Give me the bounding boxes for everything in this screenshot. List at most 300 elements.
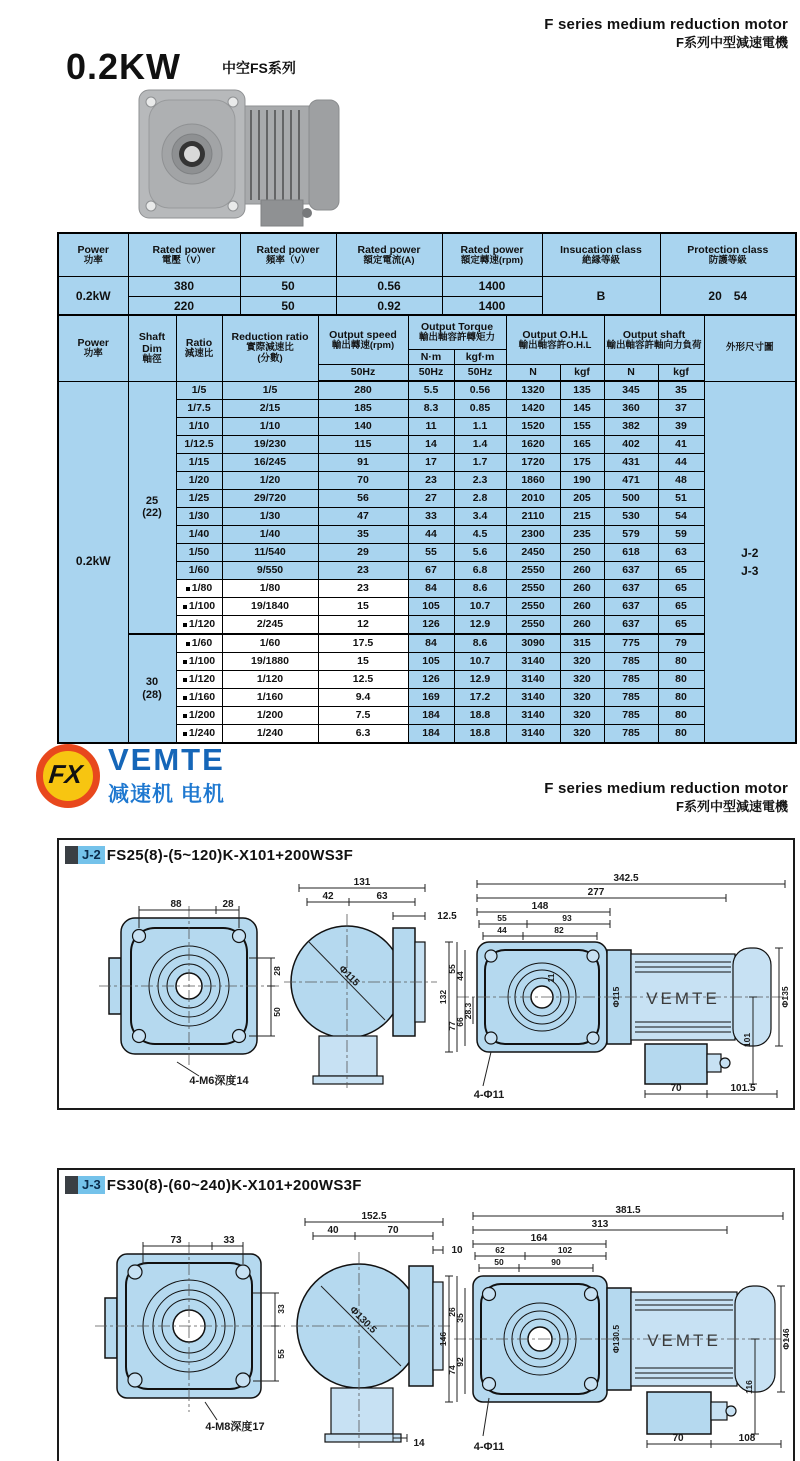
shaft-n-cell: 637 bbox=[604, 616, 658, 635]
ohl-n-cell: 3140 bbox=[506, 707, 560, 725]
ratio-cell: 1/20 bbox=[176, 472, 222, 490]
spec-header-protection: Protection class 防護等級 bbox=[660, 233, 796, 277]
torque-nm-cell: 33 bbox=[408, 508, 454, 526]
reduction-ratio-cell: 1/10 bbox=[222, 418, 318, 436]
shaft-n-cell: 471 bbox=[604, 472, 658, 490]
torque-nm-cell: 5.5 bbox=[408, 381, 454, 400]
j3-front-view bbox=[95, 1235, 286, 1433]
spec-frequency-2: 50 bbox=[240, 297, 336, 318]
torque-kgfm-cell: 1.4 bbox=[454, 436, 506, 454]
shaft-n-cell: 785 bbox=[604, 725, 658, 744]
ohl-kgf-cell: 315 bbox=[560, 634, 604, 653]
svg-text:313: 313 bbox=[591, 1219, 609, 1230]
shaft-n-cell: 785 bbox=[604, 671, 658, 689]
ohl-kgf-cell: 260 bbox=[560, 580, 604, 598]
svg-text:35: 35 bbox=[455, 1313, 465, 1323]
shaft-kgf-cell: 41 bbox=[658, 436, 704, 454]
reduction-ratio-cell: 16/245 bbox=[222, 454, 318, 472]
torque-kgfm-cell: 1.7 bbox=[454, 454, 506, 472]
brand-name: VEMTE bbox=[108, 742, 225, 777]
torque-nm-cell: 27 bbox=[408, 490, 454, 508]
torque-kgfm-cell: 5.6 bbox=[454, 544, 506, 562]
shaft-kgf-cell: 59 bbox=[658, 526, 704, 544]
output-speed-cell: 185 bbox=[318, 400, 408, 418]
reduction-ratio-cell: 1/60 bbox=[222, 634, 318, 653]
svg-text:Φ146: Φ146 bbox=[781, 1328, 791, 1350]
freq-kgfm: 50Hz bbox=[454, 365, 506, 382]
ohl-n-cell: 2550 bbox=[506, 562, 560, 580]
shaft-n-cell: 775 bbox=[604, 634, 658, 653]
svg-text:82: 82 bbox=[554, 925, 564, 935]
title-square-icon bbox=[65, 1176, 78, 1194]
svg-text:26: 26 bbox=[447, 1307, 457, 1317]
shaft-kgf-cell: 48 bbox=[658, 472, 704, 490]
output-speed-cell: 15 bbox=[318, 653, 408, 671]
svg-text:4-M6深度14: 4-M6深度14 bbox=[189, 1075, 249, 1087]
ohl-kgf-cell: 320 bbox=[560, 689, 604, 707]
svg-text:28: 28 bbox=[272, 966, 282, 976]
ohl-kgf-cell: 320 bbox=[560, 671, 604, 689]
output-speed-cell: 12.5 bbox=[318, 671, 408, 689]
torque-kgfm-cell: 8.6 bbox=[454, 580, 506, 598]
svg-text:Φ115: Φ115 bbox=[611, 986, 621, 1008]
rated-spec-table bbox=[57, 232, 797, 318]
ratio-cell: 1/80 bbox=[176, 580, 222, 598]
spec-power-value: 0.2kW bbox=[58, 277, 128, 318]
vemte-logo-badge bbox=[36, 744, 100, 808]
freq-speed: 50Hz bbox=[318, 365, 408, 382]
drawing-box-j3 bbox=[57, 1168, 795, 1461]
output-speed-cell: 47 bbox=[318, 508, 408, 526]
shaft-kgf-cell: 80 bbox=[658, 707, 704, 725]
ohl-kgf-cell: 260 bbox=[560, 616, 604, 635]
svg-text:131: 131 bbox=[353, 877, 371, 888]
torque-kgfm-cell: 4.5 bbox=[454, 526, 506, 544]
unit-kgfm: kgf·m bbox=[454, 350, 506, 365]
perf-header-shaft-dim: Shaft Dim 軸徑 bbox=[128, 315, 176, 381]
output-speed-cell: 23 bbox=[318, 562, 408, 580]
shaft-n-cell: 402 bbox=[604, 436, 658, 454]
svg-text:116: 116 bbox=[744, 1380, 754, 1394]
svg-text:342.5: 342.5 bbox=[613, 873, 639, 884]
ohl-n-cell: 2010 bbox=[506, 490, 560, 508]
shaft-kgf-cell: 80 bbox=[658, 689, 704, 707]
perf-header-output-torque: Output Torque 輸出軸容許轉矩力 bbox=[408, 315, 506, 350]
drawing-box-j2 bbox=[57, 838, 795, 1110]
header-title-zh: F系列中型減速電機 bbox=[676, 34, 788, 50]
ohl-kgf-cell: 175 bbox=[560, 454, 604, 472]
ratio-cell: 1/10 bbox=[176, 418, 222, 436]
ratio-cell: 1/15 bbox=[176, 454, 222, 472]
svg-text:101: 101 bbox=[742, 1032, 752, 1048]
freq-nm: 50Hz bbox=[408, 365, 454, 382]
svg-text:132: 132 bbox=[438, 989, 448, 1005]
reduction-ratio-cell: 1/40 bbox=[222, 526, 318, 544]
shaft-kgf-cell: 79 bbox=[658, 634, 704, 653]
footnote-marker-icon bbox=[183, 605, 187, 609]
performance-table bbox=[57, 314, 797, 744]
shaft-kgf-cell: 65 bbox=[658, 616, 704, 635]
ohl-kgf-cell: 190 bbox=[560, 472, 604, 490]
reduction-ratio-cell: 19/1840 bbox=[222, 598, 318, 616]
svg-text:VEMTE: VEMTE bbox=[647, 1331, 721, 1350]
shaft-kgf-cell: 65 bbox=[658, 598, 704, 616]
shaft-n-cell: 785 bbox=[604, 707, 658, 725]
svg-text:Φ135: Φ135 bbox=[780, 986, 790, 1008]
footnote-marker-icon bbox=[183, 714, 187, 718]
footnote-marker-icon bbox=[183, 660, 187, 664]
page-header bbox=[544, 16, 788, 51]
unit-shaft-n: N bbox=[604, 365, 658, 382]
unit-shaft-kgf: kgf bbox=[658, 365, 704, 382]
shaft-n-cell: 637 bbox=[604, 598, 658, 616]
shaft-n-cell: 785 bbox=[604, 653, 658, 671]
shaft-kgf-cell: 80 bbox=[658, 725, 704, 744]
torque-kgfm-cell: 0.56 bbox=[454, 381, 506, 400]
shaft-kgf-cell: 44 bbox=[658, 454, 704, 472]
svg-text:70: 70 bbox=[387, 1225, 399, 1236]
shaft-kgf-cell: 65 bbox=[658, 562, 704, 580]
logo-monogram: FX bbox=[47, 759, 84, 789]
footnote-marker-icon bbox=[183, 623, 187, 627]
shaft-kgf-cell: 80 bbox=[658, 653, 704, 671]
reduction-ratio-cell: 19/230 bbox=[222, 436, 318, 454]
svg-text:4-Φ11: 4-Φ11 bbox=[473, 1441, 505, 1453]
ratio-cell: 1/60 bbox=[176, 562, 222, 580]
svg-text:77: 77 bbox=[447, 1021, 457, 1031]
perf-header-ratio: Ratio 減速比 bbox=[176, 315, 222, 381]
power-rating-title: 0.2KW bbox=[66, 46, 182, 87]
shaft-kgf-cell: 65 bbox=[658, 580, 704, 598]
j2-front-view bbox=[99, 899, 282, 1087]
svg-text:90: 90 bbox=[551, 1257, 561, 1267]
ohl-n-cell: 2450 bbox=[506, 544, 560, 562]
ohl-n-cell: 1860 bbox=[506, 472, 560, 490]
output-speed-cell: 91 bbox=[318, 454, 408, 472]
svg-text:44: 44 bbox=[455, 971, 465, 981]
svg-text:Φ130.5: Φ130.5 bbox=[611, 1324, 621, 1354]
reduction-ratio-cell: 1/200 bbox=[222, 707, 318, 725]
ohl-kgf-cell: 215 bbox=[560, 508, 604, 526]
torque-nm-cell: 105 bbox=[408, 598, 454, 616]
ohl-n-cell: 1420 bbox=[506, 400, 560, 418]
shaft-kgf-cell: 63 bbox=[658, 544, 704, 562]
perf-header-reduction: Reduction ratio 實際減速比 (分數) bbox=[222, 315, 318, 381]
j3-dimension-drawing bbox=[59, 1202, 793, 1457]
output-speed-cell: 70 bbox=[318, 472, 408, 490]
shaft-n-cell: 579 bbox=[604, 526, 658, 544]
svg-text:62: 62 bbox=[495, 1245, 505, 1255]
spec-frequency-1: 50 bbox=[240, 277, 336, 297]
torque-kgfm-cell: 12.9 bbox=[454, 671, 506, 689]
section-header bbox=[544, 780, 788, 815]
spec-speed-2: 1400 bbox=[442, 297, 542, 318]
perf-header-output-shaft: Output shaft 輸出軸容許軸向力負荷 bbox=[604, 315, 704, 365]
torque-kgfm-cell: 10.7 bbox=[454, 653, 506, 671]
svg-text:28.3: 28.3 bbox=[463, 1002, 473, 1020]
ohl-kgf-cell: 235 bbox=[560, 526, 604, 544]
ohl-n-cell: 1720 bbox=[506, 454, 560, 472]
unit-ohl-kgf: kgf bbox=[560, 365, 604, 382]
svg-text:101.5: 101.5 bbox=[730, 1083, 756, 1094]
ohl-kgf-cell: 155 bbox=[560, 418, 604, 436]
torque-nm-cell: 8.3 bbox=[408, 400, 454, 418]
product-photo bbox=[133, 80, 345, 232]
svg-text:55: 55 bbox=[497, 913, 507, 923]
svg-text:63: 63 bbox=[376, 891, 388, 902]
svg-text:152.5: 152.5 bbox=[361, 1211, 387, 1222]
torque-kgfm-cell: 3.4 bbox=[454, 508, 506, 526]
output-speed-cell: 23 bbox=[318, 580, 408, 598]
svg-text:4-Φ11: 4-Φ11 bbox=[473, 1089, 505, 1101]
svg-text:44: 44 bbox=[497, 925, 507, 935]
ratio-cell: 1/240 bbox=[176, 725, 222, 744]
svg-text:33: 33 bbox=[223, 1235, 235, 1246]
shaft-n-cell: 637 bbox=[604, 562, 658, 580]
ohl-n-cell: 1520 bbox=[506, 418, 560, 436]
ohl-kgf-cell: 135 bbox=[560, 381, 604, 400]
ohl-kgf-cell: 145 bbox=[560, 400, 604, 418]
torque-kgfm-cell: 17.2 bbox=[454, 689, 506, 707]
svg-text:164: 164 bbox=[530, 1233, 548, 1244]
output-speed-cell: 15 bbox=[318, 598, 408, 616]
shaft-dim-cell: 30 (28) bbox=[128, 634, 176, 743]
ohl-kgf-cell: 250 bbox=[560, 544, 604, 562]
spec-current-1: 0.56 bbox=[336, 277, 442, 297]
svg-text:93: 93 bbox=[562, 913, 572, 923]
torque-kgfm-cell: 1.1 bbox=[454, 418, 506, 436]
torque-nm-cell: 14 bbox=[408, 436, 454, 454]
svg-text:70: 70 bbox=[670, 1083, 682, 1094]
svg-text:33: 33 bbox=[276, 1304, 286, 1314]
svg-text:VEMTE: VEMTE bbox=[646, 989, 720, 1008]
ratio-cell: 1/5 bbox=[176, 381, 222, 400]
footnote-marker-icon bbox=[183, 732, 187, 736]
spec-header-frequency: Rated power 頻率（V） bbox=[240, 233, 336, 277]
spec-voltage-1: 380 bbox=[128, 277, 240, 297]
drawing-ref-cell: J-2 J-3 bbox=[704, 381, 796, 743]
output-speed-cell: 280 bbox=[318, 381, 408, 400]
svg-text:Φ115: Φ115 bbox=[336, 963, 362, 989]
svg-text:14: 14 bbox=[413, 1438, 425, 1449]
reduction-ratio-cell: 1/5 bbox=[222, 381, 318, 400]
power-cell: 0.2kW bbox=[58, 381, 128, 743]
reduction-ratio-cell: 11/540 bbox=[222, 544, 318, 562]
perf-header-output-speed: Output speed 輸出轉速(rpm) bbox=[318, 315, 408, 365]
ohl-n-cell: 2110 bbox=[506, 508, 560, 526]
torque-kgfm-cell: 10.7 bbox=[454, 598, 506, 616]
torque-nm-cell: 84 bbox=[408, 634, 454, 653]
svg-text:4-M8深度17: 4-M8深度17 bbox=[205, 1421, 265, 1433]
ohl-kgf-cell: 320 bbox=[560, 653, 604, 671]
reduction-ratio-cell: 1/120 bbox=[222, 671, 318, 689]
svg-text:28: 28 bbox=[222, 899, 234, 910]
torque-kgfm-cell: 2.3 bbox=[454, 472, 506, 490]
ohl-n-cell: 1320 bbox=[506, 381, 560, 400]
ohl-n-cell: 3140 bbox=[506, 671, 560, 689]
ohl-kgf-cell: 320 bbox=[560, 707, 604, 725]
section-header-zh: F系列中型減速電機 bbox=[676, 798, 788, 814]
spec-voltage-2: 220 bbox=[128, 297, 240, 318]
torque-nm-cell: 55 bbox=[408, 544, 454, 562]
table-row bbox=[58, 634, 796, 653]
reduction-ratio-cell: 2/245 bbox=[222, 616, 318, 635]
footnote-marker-icon bbox=[186, 642, 190, 646]
svg-text:55: 55 bbox=[447, 964, 457, 974]
drawing-j3-title-row bbox=[65, 1175, 362, 1195]
ohl-kgf-cell: 320 bbox=[560, 725, 604, 744]
spec-header-power: Power 功率 bbox=[58, 233, 128, 277]
output-speed-cell: 12 bbox=[318, 616, 408, 635]
brand-tagline: 减速机 电机 bbox=[108, 783, 225, 806]
shaft-n-cell: 500 bbox=[604, 490, 658, 508]
spec-header-speed: Rated power 額定轉速(rpm) bbox=[442, 233, 542, 277]
svg-text:55: 55 bbox=[276, 1349, 286, 1359]
torque-kgfm-cell: 12.9 bbox=[454, 616, 506, 635]
table-row bbox=[58, 381, 796, 400]
reduction-ratio-cell: 1/160 bbox=[222, 689, 318, 707]
j2-dimension-drawing bbox=[59, 870, 793, 1102]
torque-kgfm-cell: 18.8 bbox=[454, 707, 506, 725]
ohl-n-cell: 3140 bbox=[506, 689, 560, 707]
shaft-n-cell: 360 bbox=[604, 400, 658, 418]
torque-kgfm-cell: 6.8 bbox=[454, 562, 506, 580]
torque-kgfm-cell: 0.85 bbox=[454, 400, 506, 418]
svg-text:40: 40 bbox=[327, 1225, 339, 1236]
j3-assembly-view bbox=[438, 1205, 791, 1453]
unit-nm: N·m bbox=[408, 350, 454, 365]
reduction-ratio-cell: 29/720 bbox=[222, 490, 318, 508]
spec-header-insulation: Insucation class 絶縁等級 bbox=[542, 233, 660, 277]
footnote-marker-icon bbox=[183, 696, 187, 700]
shaft-kgf-cell: 51 bbox=[658, 490, 704, 508]
j2-side-view bbox=[284, 877, 457, 1088]
torque-nm-cell: 23 bbox=[408, 472, 454, 490]
ratio-cell: 1/25 bbox=[176, 490, 222, 508]
title-square-icon bbox=[65, 846, 78, 864]
drawing-j3-model: FS30(8)-(60~240)K-X101+200WS3F bbox=[106, 1176, 362, 1194]
svg-text:88: 88 bbox=[170, 899, 182, 910]
series-label: 中空FS系列 bbox=[222, 60, 296, 76]
ratio-cell: 1/40 bbox=[176, 526, 222, 544]
svg-text:11: 11 bbox=[546, 973, 556, 983]
ohl-kgf-cell: 260 bbox=[560, 562, 604, 580]
torque-nm-cell: 44 bbox=[408, 526, 454, 544]
spec-header-current: Rated power 額定電流(A) bbox=[336, 233, 442, 277]
svg-text:66: 66 bbox=[455, 1017, 465, 1027]
ratio-cell: 1/50 bbox=[176, 544, 222, 562]
svg-text:277: 277 bbox=[587, 887, 605, 898]
svg-text:50: 50 bbox=[272, 1007, 282, 1017]
output-speed-cell: 6.3 bbox=[318, 725, 408, 744]
reduction-ratio-cell: 1/240 bbox=[222, 725, 318, 744]
output-speed-cell: 115 bbox=[318, 436, 408, 454]
reduction-ratio-cell: 9/550 bbox=[222, 562, 318, 580]
torque-kgfm-cell: 18.8 bbox=[454, 725, 506, 744]
ratio-cell: 1/120 bbox=[176, 616, 222, 635]
shaft-n-cell: 431 bbox=[604, 454, 658, 472]
output-speed-cell: 17.5 bbox=[318, 634, 408, 653]
torque-kgfm-cell: 2.8 bbox=[454, 490, 506, 508]
drawing-j2-title-row bbox=[65, 845, 353, 865]
ohl-n-cell: 2550 bbox=[506, 580, 560, 598]
shaft-kgf-cell: 54 bbox=[658, 508, 704, 526]
shaft-n-cell: 618 bbox=[604, 544, 658, 562]
shaft-n-cell: 345 bbox=[604, 381, 658, 400]
drawing-j2-tag: J-2 bbox=[78, 846, 105, 864]
svg-text:102: 102 bbox=[557, 1245, 573, 1255]
torque-nm-cell: 169 bbox=[408, 689, 454, 707]
torque-nm-cell: 67 bbox=[408, 562, 454, 580]
reduction-ratio-cell: 1/20 bbox=[222, 472, 318, 490]
perf-header-ohl: Output O.H.L 輸出軸容許O.H.L bbox=[506, 315, 604, 365]
reduction-ratio-cell: 1/30 bbox=[222, 508, 318, 526]
svg-text:146: 146 bbox=[438, 1331, 448, 1347]
svg-text:42: 42 bbox=[322, 891, 334, 902]
svg-text:10: 10 bbox=[451, 1245, 463, 1256]
ratio-cell: 1/100 bbox=[176, 653, 222, 671]
perf-header-power: Power 功率 bbox=[58, 315, 128, 381]
shaft-kgf-cell: 37 bbox=[658, 400, 704, 418]
ratio-cell: 1/100 bbox=[176, 598, 222, 616]
svg-text:50: 50 bbox=[494, 1257, 504, 1267]
footnote-marker-icon bbox=[183, 678, 187, 682]
svg-text:70: 70 bbox=[672, 1433, 684, 1444]
ratio-cell: 1/12.5 bbox=[176, 436, 222, 454]
shaft-n-cell: 637 bbox=[604, 580, 658, 598]
unit-ohl-n: N bbox=[506, 365, 560, 382]
ohl-n-cell: 1620 bbox=[506, 436, 560, 454]
svg-text:92: 92 bbox=[455, 1357, 465, 1367]
ratio-cell: 1/30 bbox=[176, 508, 222, 526]
shaft-kgf-cell: 35 bbox=[658, 381, 704, 400]
svg-text:381.5: 381.5 bbox=[615, 1205, 641, 1216]
torque-nm-cell: 11 bbox=[408, 418, 454, 436]
torque-kgfm-cell: 8.6 bbox=[454, 634, 506, 653]
reduction-ratio-cell: 2/15 bbox=[222, 400, 318, 418]
spec-protection-value: 20 54 bbox=[660, 277, 796, 318]
ohl-n-cell: 3140 bbox=[506, 653, 560, 671]
torque-nm-cell: 84 bbox=[408, 580, 454, 598]
shaft-n-cell: 382 bbox=[604, 418, 658, 436]
svg-text:Φ130.5: Φ130.5 bbox=[347, 1304, 379, 1336]
shaft-n-cell: 785 bbox=[604, 689, 658, 707]
svg-text:108: 108 bbox=[738, 1433, 756, 1444]
output-speed-cell: 9.4 bbox=[318, 689, 408, 707]
torque-nm-cell: 105 bbox=[408, 653, 454, 671]
output-speed-cell: 56 bbox=[318, 490, 408, 508]
svg-text:12.5: 12.5 bbox=[437, 911, 457, 922]
torque-nm-cell: 126 bbox=[408, 671, 454, 689]
header-title-en: F series medium reduction motor bbox=[544, 16, 788, 33]
svg-text:148: 148 bbox=[531, 901, 549, 912]
drawing-j3-tag: J-3 bbox=[78, 1176, 105, 1194]
footnote-marker-icon bbox=[186, 587, 190, 591]
output-speed-cell: 35 bbox=[318, 526, 408, 544]
output-speed-cell: 7.5 bbox=[318, 707, 408, 725]
ohl-n-cell: 3140 bbox=[506, 725, 560, 744]
ohl-kgf-cell: 260 bbox=[560, 598, 604, 616]
section-header-en: F series medium reduction motor bbox=[544, 780, 788, 797]
ohl-n-cell: 2550 bbox=[506, 598, 560, 616]
torque-nm-cell: 184 bbox=[408, 707, 454, 725]
svg-text:74: 74 bbox=[447, 1365, 457, 1375]
ratio-cell: 1/60 bbox=[176, 634, 222, 653]
spec-insulation-value: B bbox=[542, 277, 660, 318]
j2-assembly-view bbox=[438, 873, 790, 1101]
shaft-kgf-cell: 39 bbox=[658, 418, 704, 436]
ratio-cell: 1/7.5 bbox=[176, 400, 222, 418]
